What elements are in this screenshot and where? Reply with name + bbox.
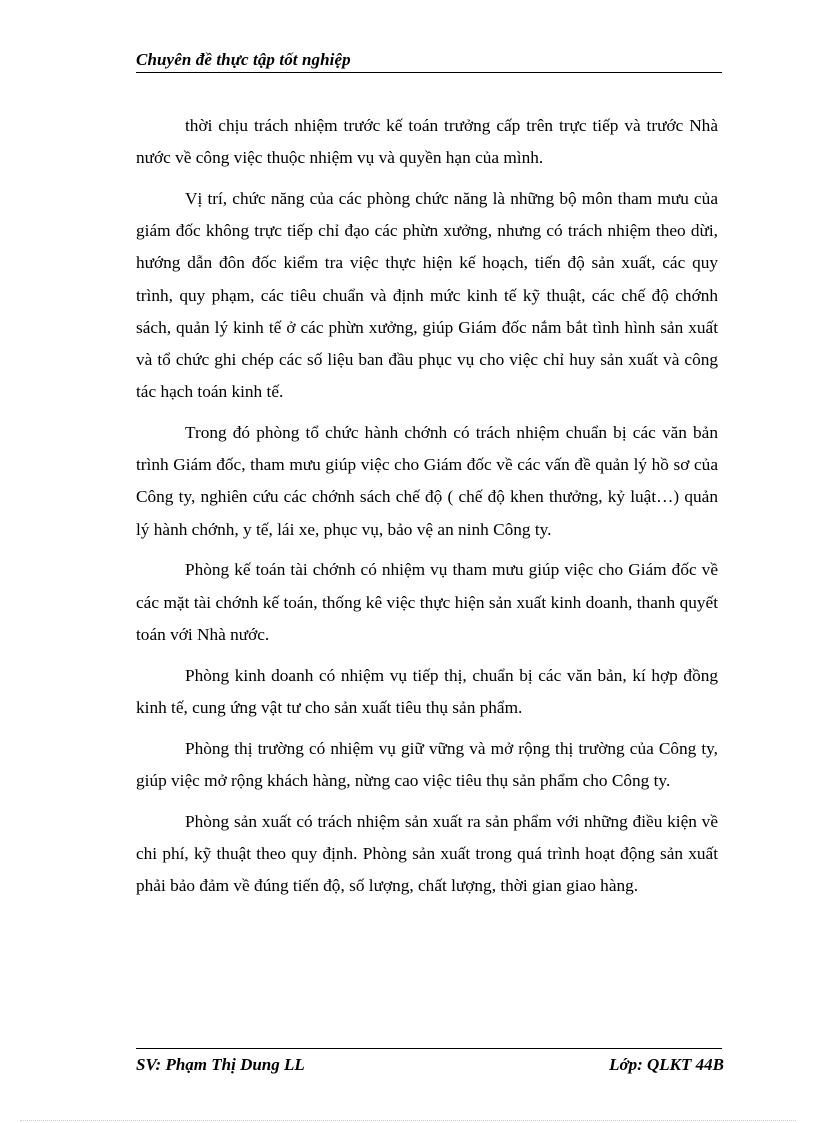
paragraph-continuation: thời chịu trách nhiệm trước kế toán trưởng cấp trên trực tiếp và trước Nhà nước về công việc thuộc nhiệm vụ và quyền hạn của mình. [136,116,718,168]
paragraph-production-department: Phòng sản xuất có trách nhiệm sản xuất ra sản phẩm với những điều kiện về chi phí, kỹ thuật theo quy định. Phòng sản xuất trong quá trình hoạt động sản xuất phải bảo đảm về đúng tiến độ, số lượng, chất lượng, thời gian giao hàng. [136,811,718,896]
footer-class: Lớp: QLKT 44B [609,1055,724,1074]
paragraph-finance-department: Phòng kế toán tài chớnh có nhiệm vụ tham mưu giúp việc cho Giám đốc về các mặt tài chớnh kế toán, thống kê việc thực hiện sản xuất kinh doanh, thanh quyết toán với Nhà nước. [136,560,718,644]
paragraph-business-department: Phòng kinh doanh có nhiệm vụ tiếp thị, chuẩn bị các văn bản, kí hợp đồng kinh tế, cung ứng vật tư cho sản xuất tiêu thụ sản phẩm. [136,665,718,717]
footer-student-name: SV: Phạm Thị Dung LL [136,1055,305,1074]
paragraph-admin-department: Trong đó phòng tổ chức hành chớnh có trách nhiệm chuẩn bị các văn bản trình Giám đốc, tham mưu giúp việc cho Giám đốc về các vấn đề quản lý hồ sơ của Công ty, nghiên cứu các chớnh sách chế độ ( chế độ khen thưởng, kỷ luật…) quản lý hành chớnh, y tế, lái xe, phục vụ, bảo vệ an ninh Công ty. [136,423,718,539]
header-title: Chuyên đề thực tập tốt nghiệp [136,50,351,69]
paragraph-functional-departments: Vị trí, chức năng của các phòng chức năng là những bộ môn tham mưu của giám đốc không trực tiếp chỉ đạo các phừn xưởng, nhưng có trách nhiệm theo dừi, hướng dẫn đôn đốc kiểm tra việc thực hiện kế hoạch, tiến độ sản xuất, các quy trình, quy phạm, các tiêu chuẩn và định mức kinh tế kỹ thuật, các chế độ chớnh sách, quản lý kinh tế ở các phừn xưởng, giúp Giám đốc nắm bắt tình hình sản xuất và tổ chức ghi chép các số liệu ban đầu phục vụ cho việc chỉ huy sản xuất và công tác hạch toán kinh tế. [136,189,718,402]
page-bottom-edge [20,1120,796,1121]
footer-divider [136,1048,722,1049]
paragraph-market-department: Phòng thị trường có nhiệm vụ giữ vững và mở rộng thị trường của Công ty, giúp việc mở rộng khách hàng, nừng cao việc tiêu thụ sản phẩm cho Công ty. [136,738,718,790]
page-header [136,50,722,73]
document-body [136,110,718,911]
page-footer [136,1054,724,1078]
